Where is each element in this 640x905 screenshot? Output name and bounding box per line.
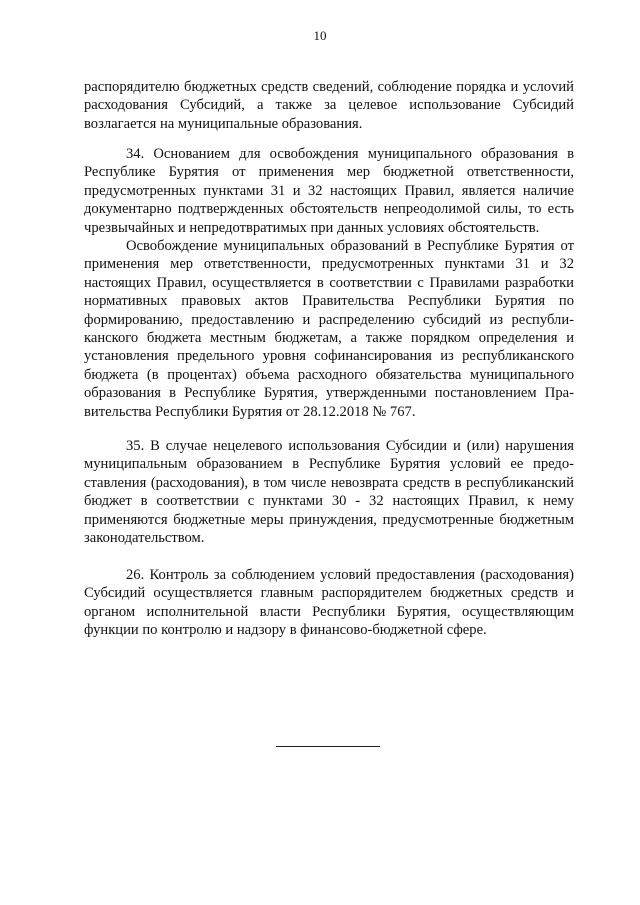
- section-34: [84, 145, 574, 421]
- end-of-document-rule: [276, 746, 380, 747]
- paragraph-continuation: [84, 78, 574, 133]
- page-number: 10: [313, 28, 327, 43]
- section-35: [84, 437, 574, 547]
- paragraph-26: 26. Контроль за соблюдением условий предоставления (расходования) Субсидий осуществляется главным распорядителем бюджетных средств и органом исполнительной власти Республики Бурятия, осуществляющим функции по контролю и надзору в финансово-бюджетной сфере.: [84, 567, 574, 639]
- paragraph-text: распорядителю бюджетных средств сведений, соблюдение порядка и услоvий расходования Субсидий, а также за целевое использование Субсидий возлагается на муниципальные образования.: [84, 79, 574, 132]
- paragraph-34: 34. Основанием для освобождения муниципального образования в Республике Бурятия от применения мер бюджетной ответственности, предусмотренных пунктами 31 и 32 настоящих Правил, является наличие документарно подтвержденных обстоятельств непреодолимой силы, то есть чрезвычайных и непредотвратимых при данных условиях обстоятельств.: [84, 146, 574, 236]
- paragraph-34-exemption: Освобождение муниципальных образований в Республике Бурятия от применения мер ответственности, предусмотренных пунктами 31 и 32 настоящих Правил, осуществляется в соответствии с Правилами разработки нормативных правовых актов Правительства Республики Бурятия по формированию, предоставлению и распределению субсидий из республиканского бюджета местным бюджетам, а также порядком определения и установления предельного уровня софинансирования из республиканского бюджета (в процентах) объема расходного обязательства муниципального образования в Республике Бурятия, утвержденными постановлением Правительства Республики Бурятия от 28.12.2018 № 767.: [84, 238, 574, 420]
- paragraph-35: 35. В случае нецелевого использования Субсидии и (или) нарушения муниципальным образованием в Республике Бурятия условий ее предоставления (расходования), в том числе невозврата средств в республиканский бюджет в соответствии с пунктами 30 - 32 настоящих Правил, к нему применяются бюджетные меры принуждения, предусмотренные бюджетным законодательством.: [84, 438, 574, 547]
- section-26: [84, 566, 574, 640]
